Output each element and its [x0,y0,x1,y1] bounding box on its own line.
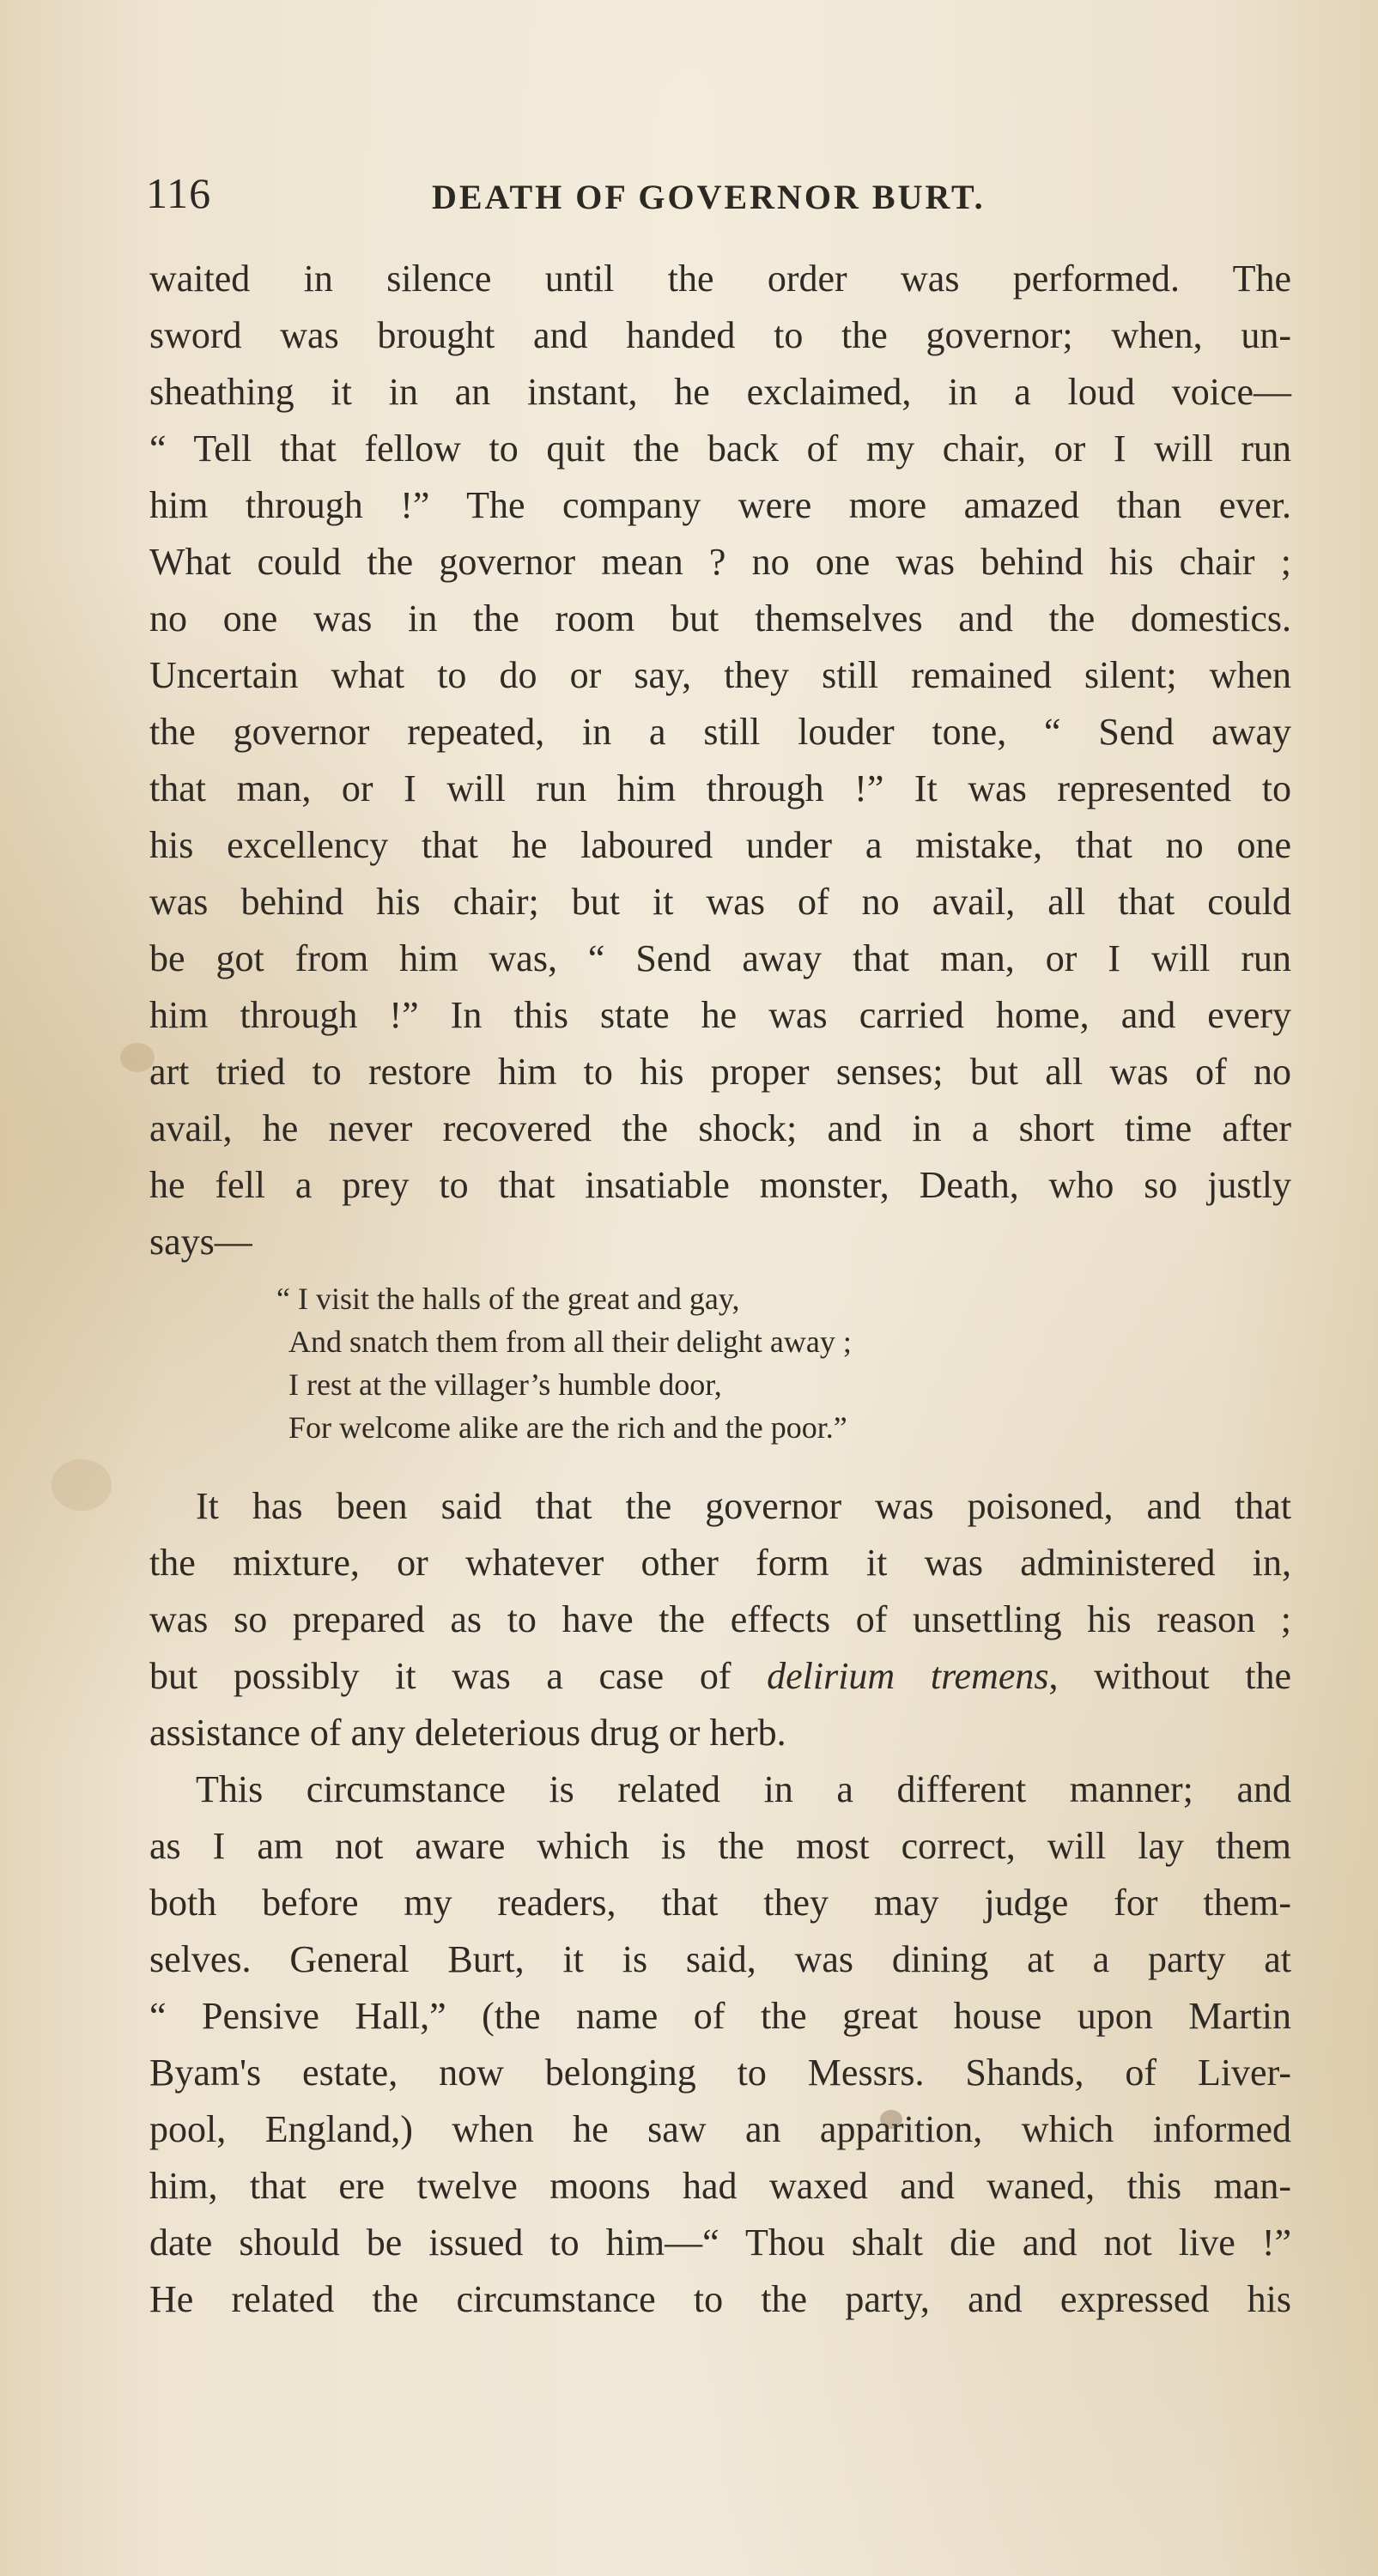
page-number: 116 [146,169,212,217]
text-line: the governor repeated, in a still louder tone, “ Send away [149,711,1291,753]
text-line: sword was brought and handed to the governor; when, un- [149,314,1291,356]
text-line: no one was in the room but themselves and the domestics. [149,597,1291,639]
text-line [149,1648,1291,1705]
body-text [149,251,1291,2328]
text-line: date should be issued to him—“ Thou shalt die and not live !” [149,2221,1291,2264]
poem-line: I rest at the villager’s humble door, [288,1367,722,1402]
paragraph [149,1761,1291,2328]
text-line: Uncertain what to do or say, they still remained silent; when [149,654,1291,696]
text-line: him, that ere twelve moons had waxed and waned, this man- [149,2165,1291,2207]
text-line: him through !” In this state he was carried home, and every [149,994,1291,1036]
text-segment: but possibly it was a case of [149,1655,768,1697]
text-line: as I am not aware which is the most correct, will lay them [149,1825,1291,1867]
text-line: him through !” The company were more amazed than ever. [149,484,1291,526]
text-line: he fell a prey to that insatiable monster, Death, who so justly [149,1164,1291,1206]
text-line: What could the governor mean ? no one was behind his chair ; [149,541,1291,583]
text-line: the mixture, or whatever other form it was administered in, [149,1542,1291,1584]
text-line: says— [149,1221,252,1263]
poem-line: For welcome alike are the rich and the poor.” [288,1410,847,1445]
text-line: selves. General Burt, it is said, was dining at a party at [149,1938,1291,1980]
text-line: “ Tell that fellow to quit the back of my chair, or I will run [149,427,1291,470]
page-header [146,168,1296,220]
text-line: He related the circumstance to the party, and expressed his [149,2278,1291,2320]
running-head: DEATH OF GOVERNOR BURT. [432,178,986,216]
paragraph [149,251,1291,1270]
poem-quote [276,1277,1378,1449]
text-line: waited in silence until the order was performed. The [149,258,1291,300]
text-segment: , without the [1048,1655,1291,1697]
text-line: This circumstance is related in a different manner; and [196,1768,1291,1810]
text-line: be got from him was, “ Send away that man, or I will run [149,937,1291,979]
text-line: that man, or I will run him through !” It was represented to [149,767,1291,809]
text-line: assistance of any deleterious drug or herb. [149,1712,786,1754]
text-line: both before my readers, that they may judge for them- [149,1882,1291,1924]
text-line: It has been said that the governor was poisoned, and that [196,1485,1291,1527]
italic-term: delirium tremens [767,1655,1049,1697]
paper-stain [52,1459,112,1511]
text-line: avail, he never recovered the shock; and in a short time after [149,1107,1291,1149]
poem-line: “ I visit the halls of the great and gay, [276,1282,740,1316]
text-line: pool, England,) when he saw an apparition, which informed [149,2108,1291,2150]
paragraph [149,1478,1291,1761]
text-line: “ Pensive Hall,” (the name of the great house upon Martin [149,1995,1291,2037]
poem-line: And snatch them from all their delight away ; [288,1324,852,1359]
text-line: sheathing it in an instant, he exclaimed, in a loud voice— [149,371,1291,413]
text-line: was so prepared as to have the effects of unsettling his reason ; [149,1598,1291,1640]
text-line: was behind his chair; but it was of no avail, all that could [149,881,1291,923]
text-line: Byam's estate, now belonging to Messrs. Shands, of Liver- [149,2052,1291,2094]
text-line: art tried to restore him to his proper senses; but all was of no [149,1051,1291,1093]
text-line: his excellency that he laboured under a mistake, that no one [149,824,1291,866]
